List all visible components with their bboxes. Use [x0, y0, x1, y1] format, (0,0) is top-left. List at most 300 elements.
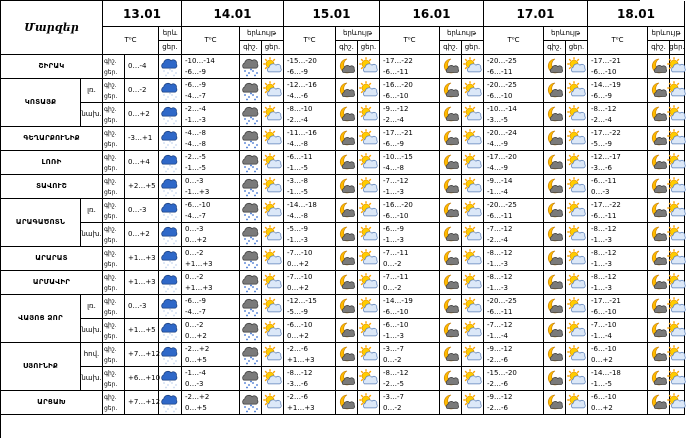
day-temp: -1…-3 — [591, 235, 612, 244]
day-temp: 0…-3 — [128, 302, 147, 310]
day-label: ցեր. — [104, 284, 118, 292]
temp-values — [182, 391, 240, 415]
day-weather-icon-cell — [462, 367, 484, 391]
partly-cloudy-icon — [667, 129, 687, 149]
day-weather-icon-cell — [670, 127, 685, 151]
partly-cloudy-icon — [359, 129, 379, 149]
day-temp: -6…-10 — [383, 307, 409, 316]
night-weather-icon-cell — [240, 319, 262, 343]
day-temp: 0…+4 — [128, 158, 150, 166]
temp-values — [182, 247, 240, 271]
night-weather-icon-cell — [240, 367, 262, 391]
night-weather-icon-cell — [240, 343, 262, 367]
moon-cloud-icon — [337, 369, 357, 389]
moon-cloud-icon — [337, 393, 357, 413]
temp-values — [588, 151, 648, 175]
temp-values — [588, 175, 648, 199]
day-temp: -6…-10 — [487, 91, 513, 100]
night-weather-icon-cell — [440, 319, 462, 343]
partly-cloudy-icon — [463, 225, 483, 245]
day-temp: -1…-3 — [383, 331, 404, 340]
temp-header: T⁰C — [182, 27, 240, 55]
day-temp: -2…-4 — [487, 235, 508, 244]
day-temp: -4…-8 — [383, 163, 404, 172]
partly-cloudy-icon — [567, 201, 587, 221]
night-label: գիշ. — [104, 129, 117, 137]
day-label: ցեր. — [104, 260, 118, 268]
night-weather-icon-cell — [336, 391, 358, 415]
day-temp: -1…-3 — [591, 283, 612, 292]
moon-cloud-icon — [545, 177, 565, 197]
moon-cloud-icon — [337, 297, 357, 317]
temp-header: T⁰C — [484, 27, 544, 55]
night-weather-icon-cell — [544, 79, 566, 103]
night-weather-icon-cell — [544, 343, 566, 367]
temp-values — [182, 55, 240, 79]
partly-cloudy-icon — [359, 273, 379, 293]
partly-cloudy-icon — [263, 153, 283, 173]
night-temp: -8…-12 — [591, 224, 617, 233]
day-temp: 0…+2 — [591, 403, 613, 412]
temp-values — [380, 247, 440, 271]
night-weather-icon-cell — [440, 223, 462, 247]
day-temp: -2…-4 — [383, 115, 404, 124]
temp-values — [588, 199, 648, 223]
day-temp: 0…-3 — [128, 206, 147, 214]
night-weather-icon-cell — [544, 199, 566, 223]
day-temp: +1…+3 — [128, 254, 156, 262]
night-temp: -7…-10 — [287, 248, 313, 257]
partly-cloudy-icon — [263, 369, 283, 389]
night-temp: -17…-21 — [383, 128, 413, 137]
snow-cloud-dark-icon — [241, 249, 261, 269]
partly-cloudy-icon — [359, 393, 379, 413]
day-weather-icon-cell — [358, 55, 380, 79]
night-day-labels — [103, 271, 125, 295]
day-weather-icon-cell — [358, 319, 380, 343]
day-weather-icon-cell — [358, 175, 380, 199]
night-day-labels — [103, 391, 125, 415]
temp-values — [380, 175, 440, 199]
night-temp: -9…-14 — [487, 176, 513, 185]
night-temp: 0…-2 — [185, 272, 204, 281]
night-weather-icon-cell — [336, 271, 358, 295]
partly-cloudy-icon — [667, 225, 687, 245]
night-weather-icon-cell — [336, 79, 358, 103]
day-weather-icon-cell — [670, 247, 685, 271]
partly-cloudy-icon — [359, 249, 379, 269]
snow-cloud-dark-icon — [241, 321, 261, 341]
night-temp: -20…-25 — [487, 80, 517, 89]
temp-values — [125, 319, 159, 343]
partly-cloudy-icon — [359, 369, 379, 389]
partly-cloudy-icon — [667, 57, 687, 77]
night-temp: -16…-20 — [383, 80, 413, 89]
snow-cloud-blue-icon — [160, 321, 180, 341]
day-weather-icon-cell — [262, 175, 284, 199]
temp-values — [284, 319, 336, 343]
partly-cloudy-icon — [359, 345, 379, 365]
snow-cloud-blue-icon — [160, 57, 180, 77]
partly-cloudy-icon — [263, 129, 283, 149]
day-weather-icon-cell — [670, 319, 685, 343]
partly-cloudy-icon — [463, 393, 483, 413]
day-temp: +7…+12 — [128, 398, 161, 406]
day-temp: -2…-6 — [487, 355, 508, 364]
day-label: ցեր. — [104, 308, 118, 316]
partly-cloudy-icon — [463, 81, 483, 101]
night-weather-icon-cell — [544, 103, 566, 127]
temp-values — [588, 319, 648, 343]
day-weather-icon-cell — [358, 127, 380, 151]
day-temp: 0…+2 — [287, 259, 309, 268]
moon-cloud-icon — [337, 225, 357, 245]
partly-cloudy-icon — [667, 345, 687, 365]
day-temp: 0…+2 — [287, 283, 309, 292]
day-weather-icon-cell — [358, 223, 380, 247]
day-temp: +1…+3 — [185, 283, 213, 292]
night-temp: -6…-11 — [287, 152, 313, 161]
moon-cloud-icon — [545, 321, 565, 341]
night-day-labels — [103, 151, 125, 175]
day-weather-icon-cell — [566, 295, 588, 319]
snow-cloud-blue-icon — [160, 81, 180, 101]
day-temp: 0…+5 — [185, 403, 207, 412]
day-weather-icon-cell — [262, 271, 284, 295]
partly-cloudy-icon — [567, 393, 587, 413]
moon-cloud-icon — [545, 345, 565, 365]
day-header: ցեր. — [670, 41, 685, 55]
moon-cloud-icon — [649, 57, 669, 77]
temp-header: T⁰C — [588, 27, 648, 55]
night-temp: -7…-12 — [487, 224, 513, 233]
snow-cloud-dark-icon — [241, 105, 261, 125]
day-weather-icon-cell — [262, 199, 284, 223]
subregion-label: նախ. — [81, 367, 103, 391]
snow-cloud-dark-icon — [241, 201, 261, 221]
temp-values — [284, 295, 336, 319]
night-temp: -16…-20 — [383, 200, 413, 209]
partly-cloudy-icon — [667, 321, 687, 341]
night-temp: -14…-19 — [591, 80, 621, 89]
day-temp: -6…-10 — [383, 211, 409, 220]
day-temp: -1…-3 — [487, 259, 508, 268]
partly-cloudy-icon — [667, 201, 687, 221]
night-temp: -7…-11 — [383, 248, 409, 257]
moon-cloud-icon — [649, 153, 669, 173]
snow-cloud-dark-icon — [241, 393, 261, 413]
day-temp: -6…-10 — [383, 91, 409, 100]
night-weather-icon-cell — [544, 175, 566, 199]
day-weather-icon-cell — [462, 247, 484, 271]
temp-values — [125, 367, 159, 391]
day-weather-icon-cell — [262, 79, 284, 103]
night-temp: -6…-10 — [185, 200, 211, 209]
weather-icon-cell — [159, 223, 182, 247]
moon-cloud-icon — [649, 273, 669, 293]
partly-cloudy-icon — [359, 81, 379, 101]
night-day-labels — [103, 55, 125, 79]
moon-cloud-icon — [337, 273, 357, 293]
night-temp: -6…-10 — [287, 320, 313, 329]
temp-values — [125, 127, 159, 151]
day-weather-icon-cell — [358, 343, 380, 367]
date-header: 17.01 — [484, 1, 588, 27]
weather-icon-cell — [159, 271, 182, 295]
night-weather-icon-cell — [440, 367, 462, 391]
moon-cloud-icon — [441, 201, 461, 221]
day-header: ցեր. — [358, 41, 380, 55]
night-weather-icon-cell — [240, 223, 262, 247]
day-weather-icon-cell — [462, 391, 484, 415]
night-temp: -6…-10 — [591, 344, 617, 353]
weather-icon-cell — [159, 319, 182, 343]
night-temp: -15…-20 — [287, 56, 317, 65]
night-temp: -6…-11 — [591, 176, 617, 185]
date-header: 14.01 — [182, 1, 284, 27]
moon-cloud-icon — [337, 153, 357, 173]
partly-cloudy-icon — [567, 153, 587, 173]
temp-values — [182, 199, 240, 223]
temp-values — [284, 151, 336, 175]
day-weather-icon-cell — [566, 151, 588, 175]
region-name: ՇԻՐԱԿ — [1, 55, 103, 79]
day-temp: -4…-7 — [185, 91, 206, 100]
moon-cloud-icon — [545, 201, 565, 221]
day-temp: -2…-4 — [591, 115, 612, 124]
snow-cloud-blue-icon — [160, 105, 180, 125]
snow-cloud-dark-icon — [241, 225, 261, 245]
night-day-labels — [103, 79, 125, 103]
partly-cloudy-icon — [263, 177, 283, 197]
day-temp: +1…+5 — [128, 326, 156, 334]
night-temp: -8…-12 — [591, 104, 617, 113]
day-weather-icon-cell — [566, 271, 588, 295]
day-weather-icon-cell — [358, 295, 380, 319]
temp-values — [484, 103, 544, 127]
day-temp: -4…-8 — [287, 139, 308, 148]
snow-cloud-dark-icon — [241, 153, 261, 173]
temp-values — [182, 175, 240, 199]
snow-cloud-blue-icon — [160, 177, 180, 197]
night-weather-icon-cell — [240, 199, 262, 223]
night-weather-icon-cell — [440, 271, 462, 295]
partly-cloudy-icon — [463, 105, 483, 125]
moon-cloud-icon — [441, 153, 461, 173]
day-weather-icon-cell — [670, 343, 685, 367]
temp-values — [284, 199, 336, 223]
weather-icon-cell — [159, 79, 182, 103]
moon-cloud-icon — [441, 81, 461, 101]
day-temp: -2…-4 — [287, 115, 308, 124]
weather-icon-cell — [159, 55, 182, 79]
weather-icon-cell — [159, 367, 182, 391]
night-weather-icon-cell — [544, 151, 566, 175]
night-temp: -5…-9 — [287, 224, 308, 233]
night-temp: -8…-12 — [487, 272, 513, 281]
region-name: ՍՅՈՒՆԻՔ — [1, 343, 81, 391]
moon-cloud-icon — [441, 177, 461, 197]
day-temp: 0…-2 — [383, 403, 402, 412]
night-weather-icon-cell — [336, 103, 358, 127]
day-temp: +2…+5 — [128, 182, 156, 190]
night-label: գիշ. — [104, 297, 117, 305]
day-weather-icon-cell — [462, 295, 484, 319]
snow-cloud-blue-icon — [160, 201, 180, 221]
temp-values — [182, 295, 240, 319]
day-temp: -6…-9 — [591, 91, 612, 100]
temp-values — [380, 223, 440, 247]
night-temp: -8…-12 — [383, 368, 409, 377]
day-weather-icon-cell — [462, 271, 484, 295]
night-temp: -17…-21 — [591, 56, 621, 65]
temp-values — [484, 127, 544, 151]
day-weather-icon-cell — [566, 175, 588, 199]
snow-cloud-blue-icon — [160, 273, 180, 293]
partly-cloudy-icon — [359, 225, 379, 245]
temp-values — [484, 199, 544, 223]
night-temp: -17…-22 — [591, 128, 621, 137]
day-header: ցեր. — [462, 41, 484, 55]
region-name: ԼՈՌԻ — [1, 151, 103, 175]
temp-values — [125, 391, 159, 415]
partly-cloudy-icon — [263, 81, 283, 101]
date-header: 15.01 — [284, 1, 380, 27]
night-weather-icon-cell — [544, 391, 566, 415]
day-header: ցեր. — [566, 41, 588, 55]
phen-header: երևույթ — [648, 27, 685, 41]
moon-cloud-icon — [649, 249, 669, 269]
temp-values — [182, 367, 240, 391]
day-weather-icon-cell — [262, 391, 284, 415]
day-temp: -1…-5 — [185, 163, 206, 172]
day-weather-icon-cell — [358, 271, 380, 295]
partly-cloudy-icon — [567, 321, 587, 341]
night-weather-icon-cell — [240, 247, 262, 271]
night-weather-icon-cell — [336, 343, 358, 367]
moon-cloud-icon — [441, 105, 461, 125]
day-temp: -2…-5 — [383, 379, 404, 388]
temp-values — [380, 151, 440, 175]
temp-values — [484, 151, 544, 175]
day-weather-icon-cell — [670, 103, 685, 127]
subregion-label: լռ. — [81, 199, 103, 223]
night-temp: -15…-20 — [487, 368, 517, 377]
partly-cloudy-icon — [567, 345, 587, 365]
night-temp: -12…-16 — [287, 80, 317, 89]
temp-values — [380, 295, 440, 319]
partly-cloudy-icon — [567, 105, 587, 125]
night-temp: -20…-25 — [487, 56, 517, 65]
day-temp: -4…-6 — [287, 91, 308, 100]
temp-values — [380, 319, 440, 343]
night-weather-icon-cell — [240, 127, 262, 151]
night-header: գիշ. — [544, 41, 566, 55]
day-temp: +1…+3 — [287, 403, 315, 412]
snow-cloud-blue-icon — [160, 225, 180, 245]
temp-values — [182, 151, 240, 175]
day-header: ցեր. — [159, 41, 182, 55]
night-weather-icon-cell — [440, 199, 462, 223]
day-weather-icon-cell — [670, 367, 685, 391]
partly-cloudy-icon — [667, 273, 687, 293]
night-temp: -11…-16 — [287, 128, 317, 137]
night-temp: -17…-20 — [487, 152, 517, 161]
moon-cloud-icon — [545, 129, 565, 149]
moon-cloud-icon — [441, 321, 461, 341]
moon-cloud-icon — [545, 225, 565, 245]
temp-values — [484, 319, 544, 343]
temp-values — [380, 343, 440, 367]
night-temp: -7…-12 — [383, 176, 409, 185]
moon-cloud-icon — [441, 225, 461, 245]
partly-cloudy-icon — [567, 249, 587, 269]
night-weather-icon-cell — [544, 223, 566, 247]
temp-values — [380, 199, 440, 223]
day-header: ցեր. — [262, 41, 284, 55]
day-weather-icon-cell — [262, 367, 284, 391]
night-temp: -12…-15 — [287, 296, 317, 305]
partly-cloudy-icon — [359, 321, 379, 341]
day-temp: 0…-2 — [383, 355, 402, 364]
day-weather-icon-cell — [566, 55, 588, 79]
night-temp: -17…-22 — [591, 200, 621, 209]
night-weather-icon-cell — [544, 367, 566, 391]
temp-values — [284, 367, 336, 391]
day-weather-icon-cell — [462, 223, 484, 247]
day-temp: 0…+2 — [128, 230, 150, 238]
temp-values — [284, 247, 336, 271]
temp-values — [182, 271, 240, 295]
day-temp: 0…+2 — [128, 110, 150, 118]
temp-values — [284, 55, 336, 79]
day-temp: 0…+2 — [185, 331, 207, 340]
snow-cloud-dark-icon — [241, 81, 261, 101]
night-weather-icon-cell — [544, 271, 566, 295]
moon-cloud-icon — [545, 81, 565, 101]
day-weather-icon-cell — [262, 343, 284, 367]
day-weather-icon-cell — [670, 223, 685, 247]
day-weather-icon-cell — [670, 295, 685, 319]
day-label: ցեր. — [104, 212, 118, 220]
night-weather-icon-cell — [544, 319, 566, 343]
partly-cloudy-icon — [263, 321, 283, 341]
night-label: գիշ. — [104, 393, 117, 401]
day-label: ցեր. — [104, 404, 118, 412]
day-label: ցեր. — [104, 92, 118, 100]
night-header: գիշ. — [240, 41, 262, 55]
day-weather-icon-cell — [462, 151, 484, 175]
day-temp: -2…-6 — [487, 379, 508, 388]
partly-cloudy-icon — [667, 105, 687, 125]
night-temp: -8…-12 — [591, 272, 617, 281]
moon-cloud-icon — [545, 273, 565, 293]
partly-cloudy-icon — [263, 105, 283, 125]
partly-cloudy-icon — [263, 297, 283, 317]
night-temp: -3…-8 — [287, 176, 308, 185]
night-temp: 0…-2 — [185, 320, 204, 329]
night-label: գիշ. — [104, 201, 117, 209]
date-header: 16.01 — [380, 1, 484, 27]
day-temp: -6…-11 — [487, 211, 513, 220]
phen-header: երևույթ — [440, 27, 484, 41]
day-weather-icon-cell — [670, 151, 685, 175]
day-temp: -1…+3 — [185, 187, 210, 196]
partly-cloudy-icon — [359, 297, 379, 317]
partly-cloudy-icon — [463, 297, 483, 317]
moon-cloud-icon — [441, 369, 461, 389]
weather-icon-cell — [159, 247, 182, 271]
